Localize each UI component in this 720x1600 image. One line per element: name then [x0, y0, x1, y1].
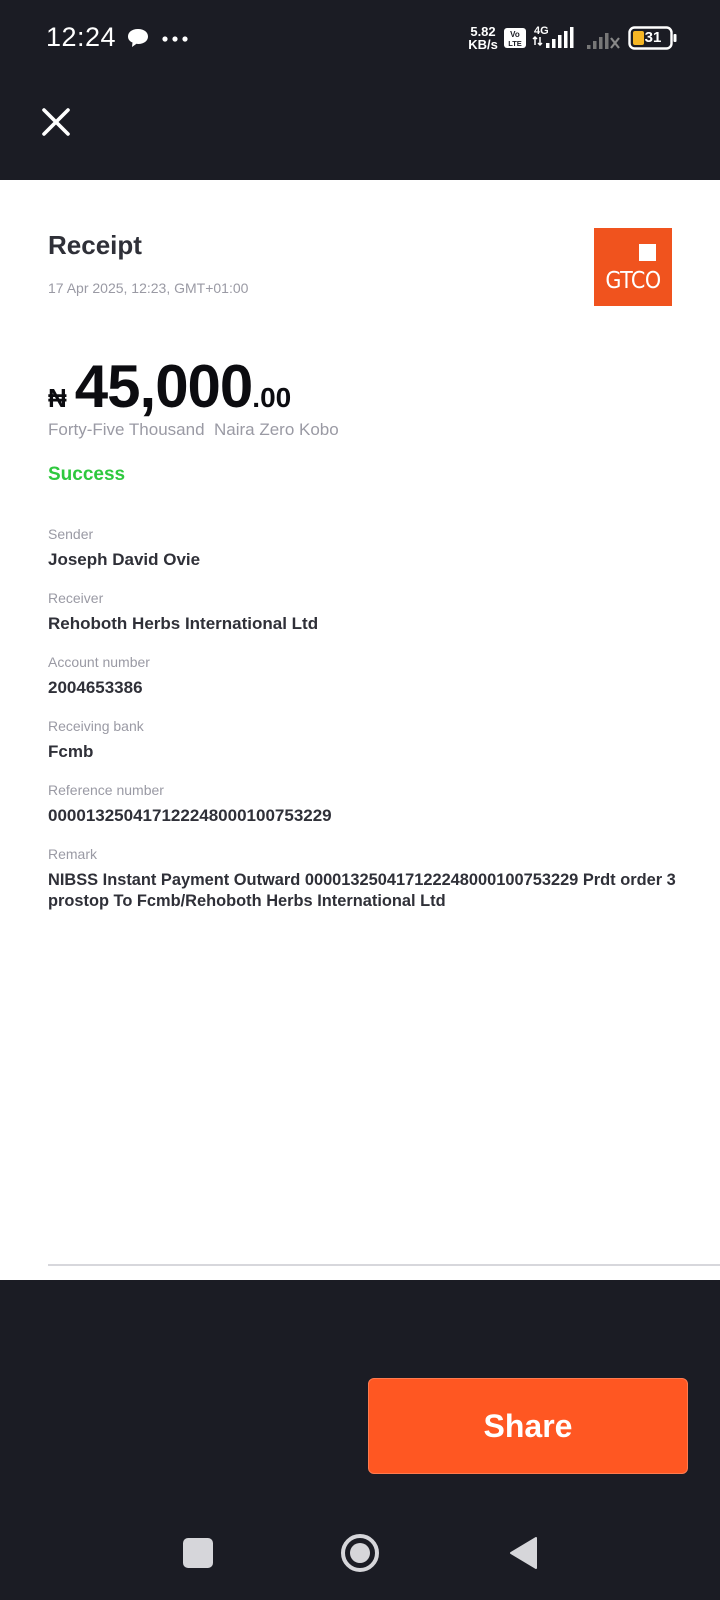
remark-label: Remark [48, 846, 98, 862]
receipt-card [0, 180, 720, 1280]
status-time: 12:24 [46, 22, 117, 52]
account-number-label: Account number [48, 654, 150, 670]
chat-bubble-icon [126, 27, 150, 49]
sender-label: Sender [48, 526, 94, 542]
sender-value: Joseph David Ovie [48, 550, 201, 569]
signal-4g-icon [532, 24, 580, 50]
close-icon [41, 107, 71, 137]
receiving-bank-label: Receiving bank [48, 718, 144, 734]
receipt-title: Receipt [48, 230, 142, 260]
transaction-status: Success [48, 464, 126, 485]
home-button[interactable] [340, 1533, 380, 1573]
gtco-logo [594, 228, 672, 306]
amount-in-words: Forty-Five Thousand Naira Zero Kobo [48, 420, 339, 439]
receiver-value: Rehoboth Herbs International Ltd [48, 614, 319, 633]
volte-icon [504, 28, 526, 48]
account-number-value: 2004653386 [48, 678, 143, 697]
gtco-logo-square [639, 244, 656, 261]
close-button[interactable] [34, 100, 78, 144]
signal-no-service-icon [586, 28, 622, 50]
reference-number-label: Reference number [48, 782, 164, 798]
app-header [0, 78, 720, 180]
gtco-logo-text: GTCO [605, 268, 661, 294]
reference-number-value: 000013250417122248000100753229 [48, 806, 332, 825]
remark-value: NIBSS Instant Payment Outward 000013250417122248000100753229 Prdt order 3 prostop To Fcmb/Rehoboth Herbs International Ltd [48, 871, 676, 910]
amount-decimal: .00 [252, 382, 292, 413]
amount [48, 352, 291, 422]
share-button[interactable]: Share [368, 1378, 688, 1474]
divider [48, 1264, 720, 1266]
svg-text:4G: 4G [534, 25, 549, 37]
back-button[interactable] [508, 1536, 538, 1570]
battery-level: 31 [644, 29, 662, 46]
naira-symbol: ₦ [48, 383, 67, 413]
amount-main: 45,000 [74, 353, 253, 420]
svg-text:LTE: LTE [508, 39, 522, 48]
svg-text:Vo: Vo [510, 30, 520, 39]
status-bar [0, 0, 720, 78]
receipt-date: 17 Apr 2025, 12:23, GMT+01:00 [48, 280, 249, 296]
network-speed: 5.82 KB/s [468, 24, 498, 52]
more-dots-icon [162, 36, 188, 42]
recent-apps-button[interactable] [183, 1538, 213, 1568]
receiver-label: Receiver [48, 590, 104, 606]
receiving-bank-value: Fcmb [48, 742, 94, 761]
